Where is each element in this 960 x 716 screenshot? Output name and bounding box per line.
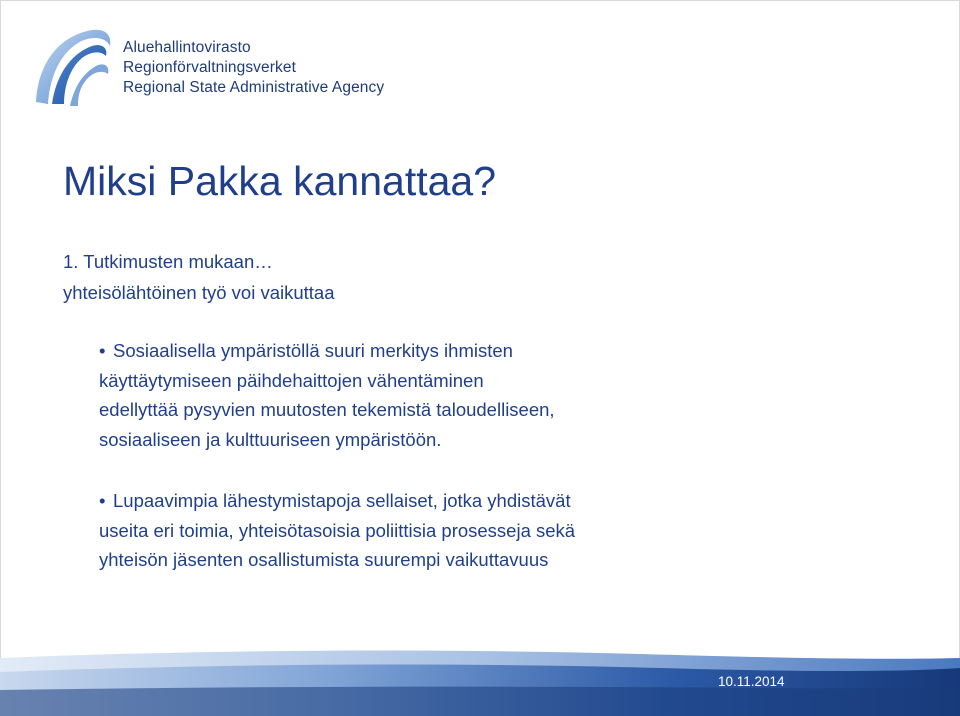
organization-name-fi: Aluehallintovirasto [123, 39, 251, 56]
bullet-line: edellyttää pysyvien muutosten tekemistä taloudelliseen, [99, 399, 555, 420]
avi-logo-icon [30, 24, 114, 108]
bullet-text: Sosiaalisella ympäristöllä suuri merkitys ihmisten [113, 340, 513, 361]
organization-name [123, 38, 384, 98]
bullet-list [99, 336, 799, 607]
intro-line: yhteisölähtöinen työ voi vaikuttaa [63, 282, 335, 303]
slide-title: Miksi Pakka kannattaa? [63, 158, 497, 204]
organization-logo [30, 24, 390, 108]
bullet-item [99, 336, 799, 454]
bullet-line: yhteisön jäsenten osallistumista suurempi vaikuttavuus [99, 549, 549, 570]
bullet-line: käyttäytymiseen päihdehaittojen vähentäminen [99, 369, 484, 391]
footer-wave-band [0, 628, 960, 716]
slide-date: 10.11.2014 [718, 674, 785, 689]
intro-text [63, 246, 335, 308]
bullet-line [99, 486, 799, 516]
organization-name-en: Regional State Administrative Agency [123, 79, 385, 96]
organization-name-sv: Regionförvaltningsverket [123, 59, 296, 76]
bullet-text: Lupaavimpia lähestymistapoja sellaiset, jotka yhdistävät [113, 490, 571, 511]
bullet-marker: • [99, 490, 106, 511]
bullet-item [99, 486, 799, 575]
bullet-line: useita eri toimia, yhteisötasoisia poliittisia prosesseja sekä [99, 519, 576, 541]
bullet-marker: • [99, 340, 106, 361]
intro-line: 1. Tutkimusten mukaan… [63, 251, 273, 272]
bullet-line: sosiaaliseen ja kulttuuriseen ympäristöön. [99, 428, 442, 450]
bullet-line [99, 336, 799, 366]
